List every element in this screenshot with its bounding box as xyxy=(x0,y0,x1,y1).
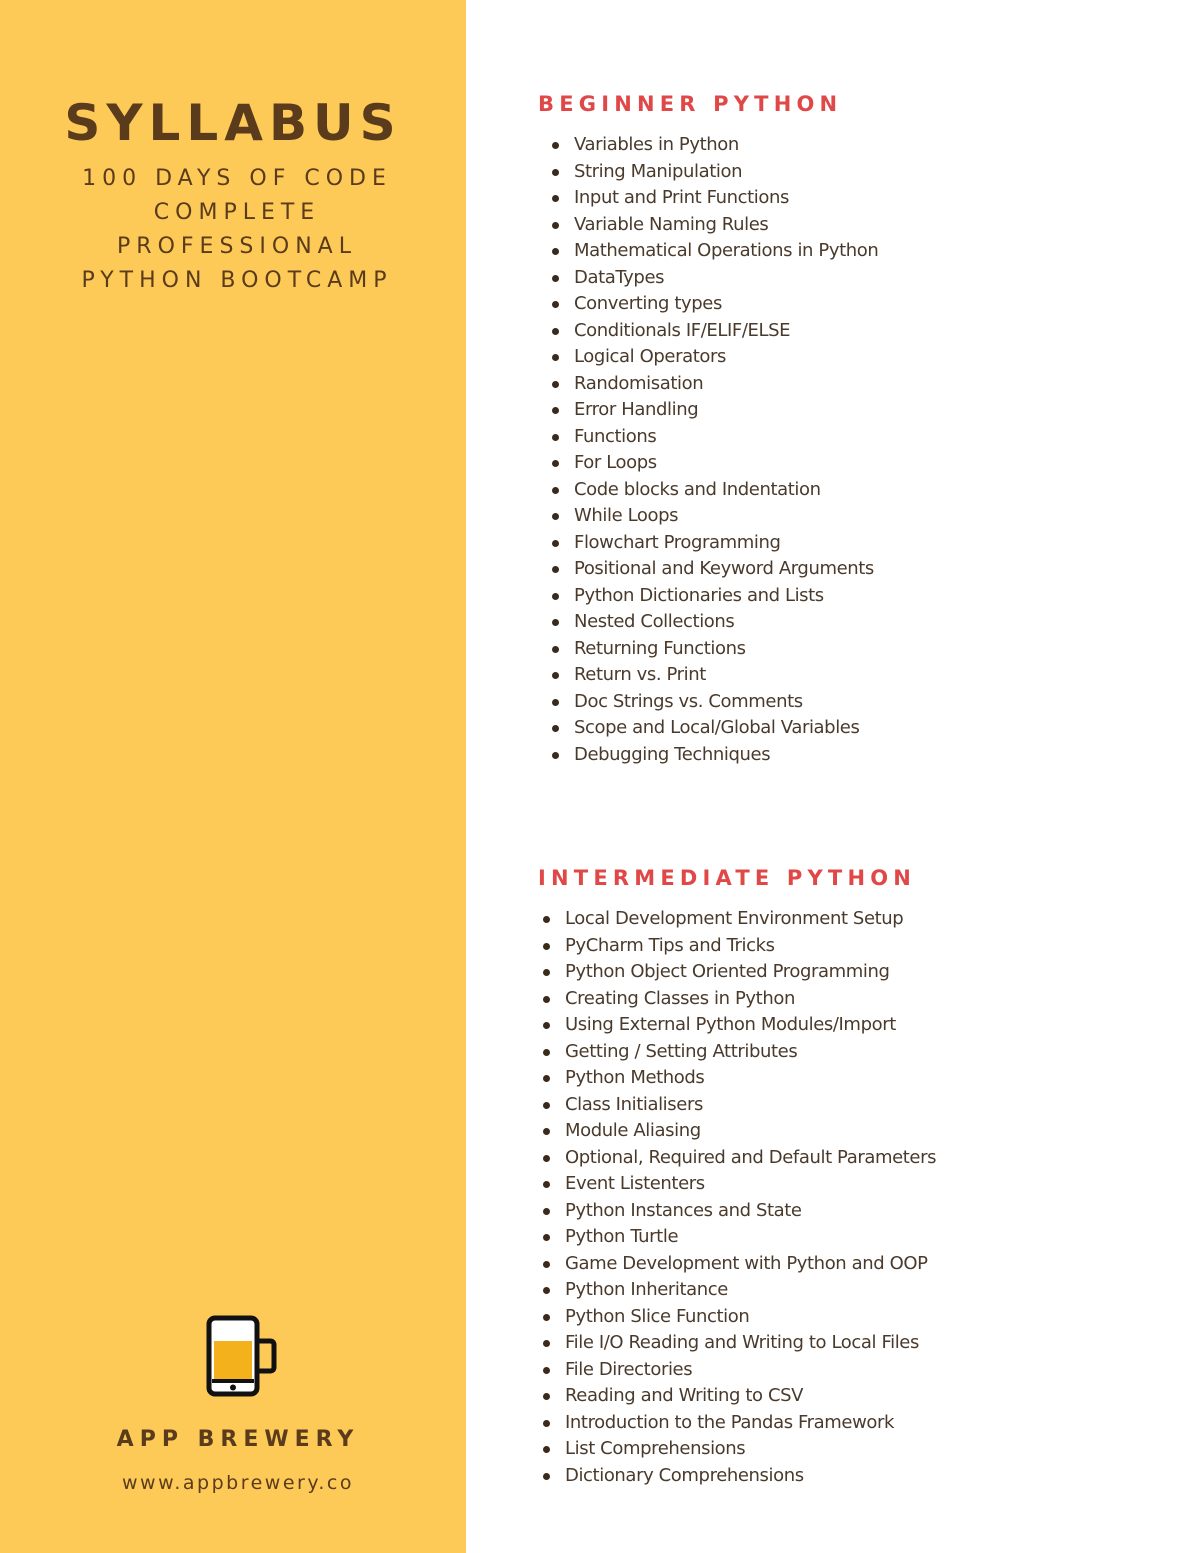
list-item: Game Development with Python and OOP xyxy=(539,1251,936,1278)
list-item: Positional and Keyword Arguments xyxy=(548,556,878,583)
list-item: While Loops xyxy=(548,503,878,530)
list-item: Local Development Environment Setup xyxy=(539,906,936,933)
beginner-python-heading: BEGINNER PYTHON xyxy=(538,92,843,116)
list-item: Reading and Writing to CSV xyxy=(539,1383,936,1410)
list-item: String Manipulation xyxy=(548,159,878,186)
subtitle-line: 100 DAYS OF CODE xyxy=(82,166,392,191)
phone-beer-mug-icon xyxy=(204,1315,278,1397)
list-item: Logical Operators xyxy=(548,344,878,371)
list-item: List Comprehensions xyxy=(539,1436,936,1463)
brand-name: APP BREWERY xyxy=(116,1427,360,1452)
list-item: Scope and Local/Global Variables xyxy=(548,715,878,742)
list-item: Return vs. Print xyxy=(548,662,878,689)
list-item: Introduction to the Pandas Framework xyxy=(539,1410,936,1437)
list-item: Doc Strings vs. Comments xyxy=(548,689,878,716)
list-item: Mathematical Operations in Python xyxy=(548,238,878,265)
list-item: DataTypes xyxy=(548,265,878,292)
list-item: Dictionary Comprehensions xyxy=(539,1463,936,1490)
list-item: For Loops xyxy=(548,450,878,477)
list-item: Module Aliasing xyxy=(539,1118,936,1145)
sidebar xyxy=(0,0,466,1553)
list-item: Event Listenters xyxy=(539,1171,936,1198)
website-url[interactable]: www.appbrewery.co xyxy=(121,1472,354,1494)
list-item: Python Inheritance xyxy=(539,1277,936,1304)
subtitle-line: COMPLETE xyxy=(153,200,321,225)
beginner-topic-list xyxy=(548,132,878,768)
course-subtitle xyxy=(0,162,474,298)
syllabus-title: SYLLABUS xyxy=(64,94,402,152)
list-item: Python Slice Function xyxy=(539,1304,936,1331)
list-item: Error Handling xyxy=(548,397,878,424)
list-item: File I/O Reading and Writing to Local Files xyxy=(539,1330,936,1357)
list-item: Returning Functions xyxy=(548,636,878,663)
subtitle-line: PYTHON BOOTCAMP xyxy=(81,268,393,293)
list-item: Optional, Required and Default Parameters xyxy=(539,1145,936,1172)
list-item: Conditionals IF/ELIF/ELSE xyxy=(548,318,878,345)
list-item: Functions xyxy=(548,424,878,451)
list-item: Python Object Oriented Programming xyxy=(539,959,936,986)
list-item: Variable Naming Rules xyxy=(548,212,878,239)
subtitle-line: PROFESSIONAL xyxy=(117,234,357,259)
list-item: Using External Python Modules/Import xyxy=(539,1012,936,1039)
list-item: Code blocks and Indentation xyxy=(548,477,878,504)
list-item: Creating Classes in Python xyxy=(539,986,936,1013)
list-item: Converting types xyxy=(548,291,878,318)
list-item: File Directories xyxy=(539,1357,936,1384)
list-item: Getting / Setting Attributes xyxy=(539,1039,936,1066)
list-item: Class Initialisers xyxy=(539,1092,936,1119)
list-item: Flowchart Programming xyxy=(548,530,878,557)
intermediate-topic-list xyxy=(539,906,936,1489)
list-item: Python Dictionaries and Lists xyxy=(548,583,878,610)
list-item: Input and Print Functions xyxy=(548,185,878,212)
list-item: Randomisation xyxy=(548,371,878,398)
intermediate-python-heading: INTERMEDIATE PYTHON xyxy=(538,866,917,890)
list-item: Python Turtle xyxy=(539,1224,936,1251)
list-item: Variables in Python xyxy=(548,132,878,159)
list-item: PyCharm Tips and Tricks xyxy=(539,933,936,960)
list-item: Python Instances and State xyxy=(539,1198,936,1225)
list-item: Debugging Techniques xyxy=(548,742,878,769)
list-item: Python Methods xyxy=(539,1065,936,1092)
list-item: Nested Collections xyxy=(548,609,878,636)
